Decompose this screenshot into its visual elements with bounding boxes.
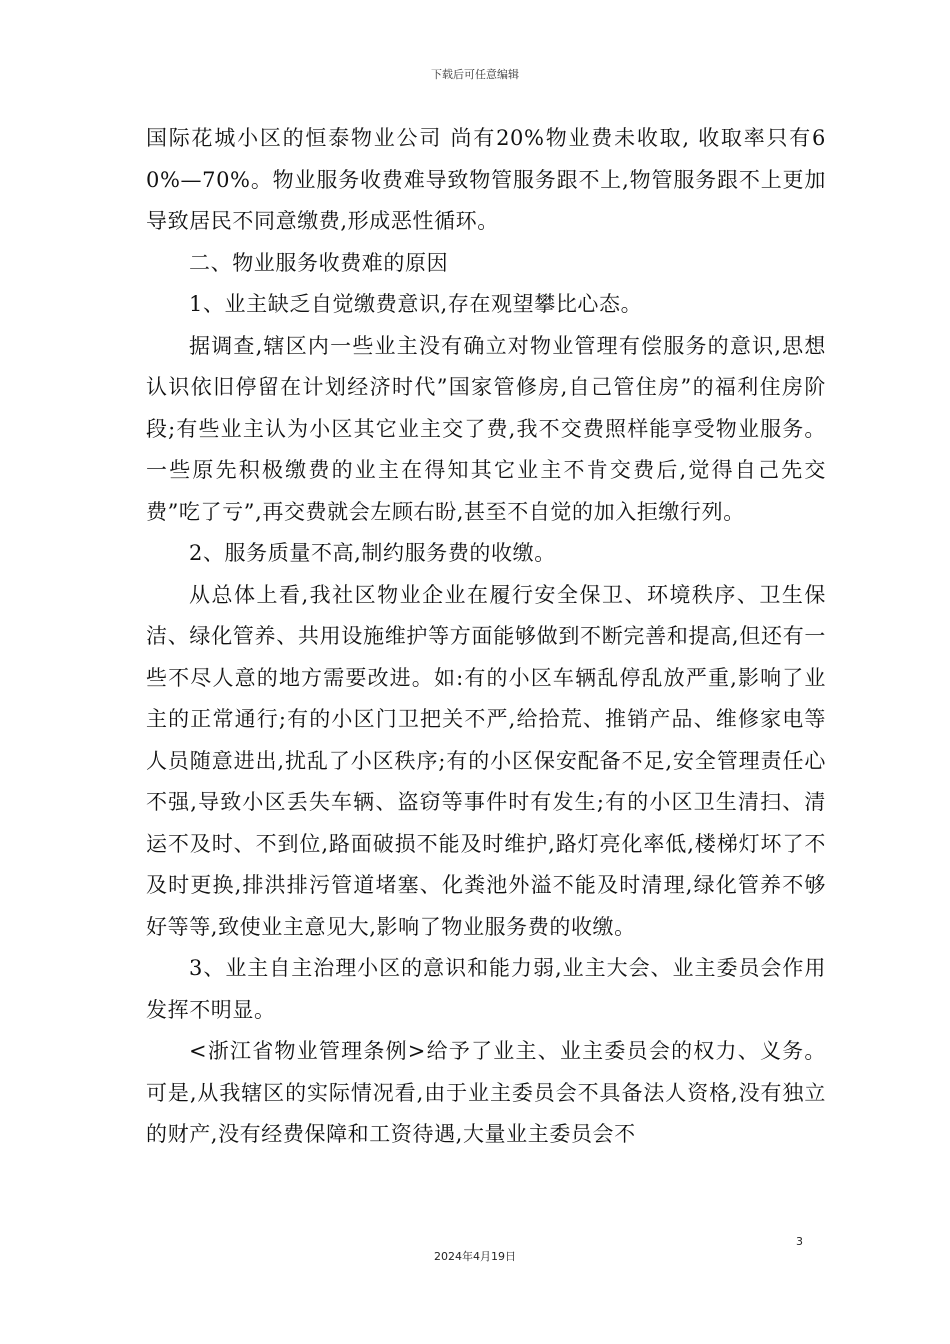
paragraph: <浙江省物业管理条例>给予了业主、业主委员会的权力、义务。可是,从我辖区的实际情况看,由于业主委员会不具备法人资格,没有独立的财产,没有经费保障和工资待遇,大量业主委员会不 [146,1039,826,1146]
section-heading: 二、物业服务收费难的原因 [189,250,449,275]
paragraph: 从总体上看,我社区物业企业在履行安全保卫、环境秩序、卫生保洁、绿化管养、共用设施维护等方面能够做到不断完善和提高,但还有一些不尽人意的地方需要改进。如:有的小区车辆乱停乱放严重,影响了业主的正常通行;有的小区门卫把关不严,给拾荒、推销产品、维修家电等人员随意进出,扰乱了小区秩序;有的小区保安配备不足,安全管理责任心不强,导致小区丢失车辆、盗窃等事件时有发生;有的小区卫生清扫、清运不及时、不到位,路面破损不能及时维护,路灯亮化率低,楼梯灯坏了不及时更换,排洪排污管道堵塞、化粪池外溢不能及时清理,绿化管养不够好等等,致使业主意见大,影响了物业服务费的收缴。 [146,582,826,939]
page-header: 下载后可任意编辑 [431,68,519,81]
body-text [146,118,826,1156]
paragraph: 国际花城小区的恒泰物业公司 尚有20%物业费未收取, 收取率只有60%—70%。物业服务收费难导致物管服务跟不上,物管服务跟不上更加导致居民不同意缴费,形成恶性循环。 [146,126,826,233]
subsection-heading: 3、业主自主治理小区的意识和能力弱,业主大会、业主委员会作用发挥不明显。 [146,956,826,1022]
page-number: 3 [796,1235,803,1248]
paragraph: 据调查,辖区内一些业主没有确立对物业管理有偿服务的意识,思想认识依旧停留在计划经济时代”国家管修房,自己管住房”的福利住房阶段;有些业主认为小区其它业主交了费,我不交费照样能享受物业服务。一些原先积极缴费的业主在得知其它业主不肯交费后,觉得自己先交费”吃了亏”,再交费就会左顾右盼,甚至不自觉的加入拒缴行列。 [146,333,826,524]
subsection-heading: 1、业主缺乏自觉缴费意识,存在观望攀比心态。 [189,292,643,316]
footer-date: 2024年4月19日 [434,1250,516,1263]
subsection-heading: 2、服务质量不高,制约服务费的收缴。 [189,541,556,565]
